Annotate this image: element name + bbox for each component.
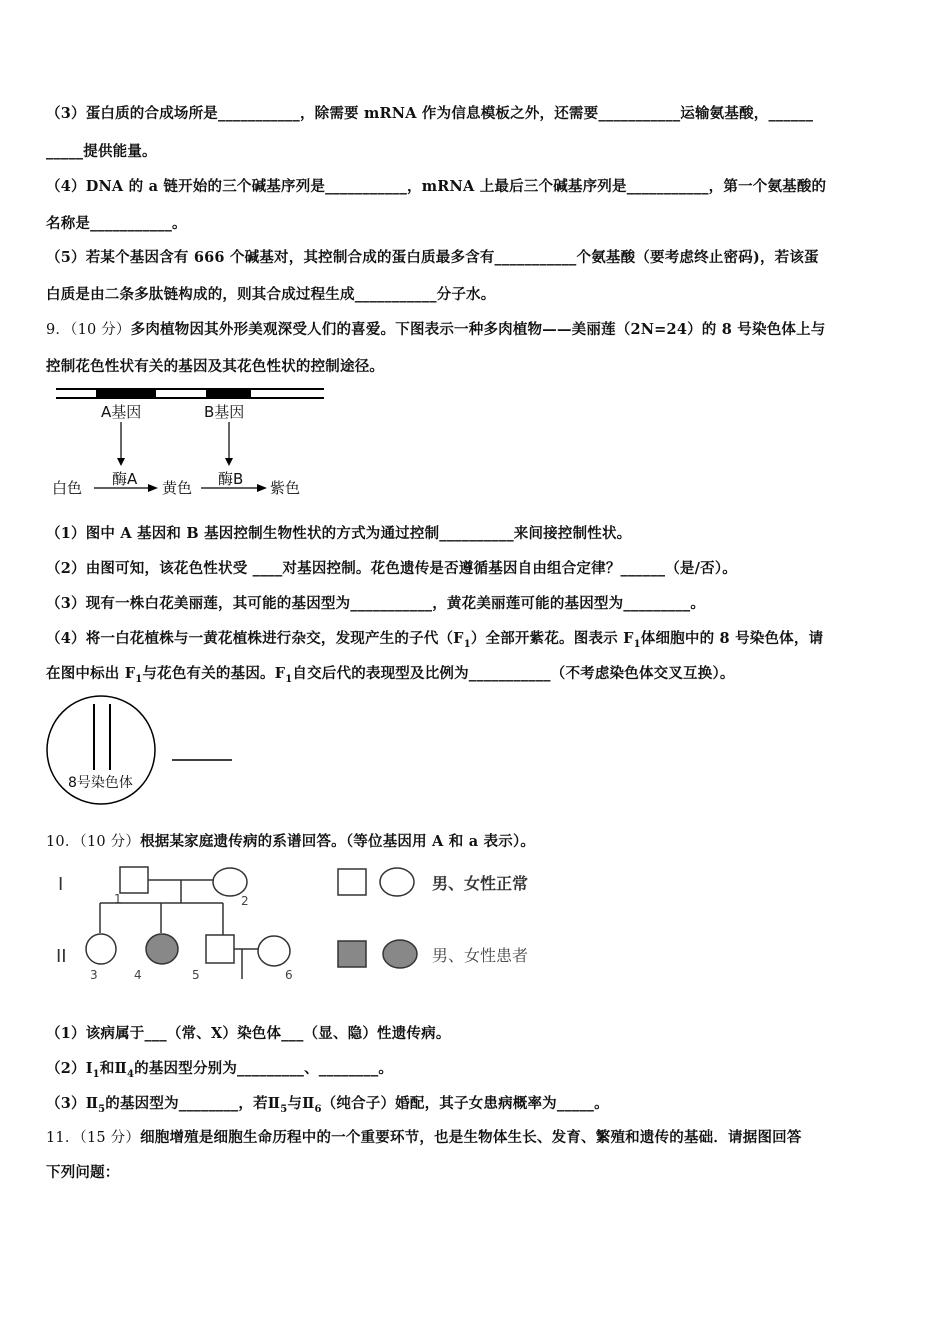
chromosome-8-cell-figure [44,690,244,812]
legend-male-normal [338,869,366,895]
q9-intro-a: 9．（10 分）多肉植物因其外形美观深受人们的喜爱。下图表示一种多肉植物——美丽莲（2N=24）的 8 号染色体上与 [46,321,826,338]
q10-intro: 10．（10 分）根据某家庭遗传病的系谱回答。（等位基因用 A 和 a 表示）。 [46,833,536,850]
q9-number: 9．（10 分） [46,322,131,338]
q9-intro-b: 控制花色性状有关的基因及其花色性状的控制途径。 [46,358,385,375]
individual-2-female-normal [213,868,247,896]
legend-affected-label: 男、女性患者 [432,946,529,965]
q8-line-5b: 白质是由二条多肽链构成的，则其合成过程生成___________分子水。 [46,286,496,303]
q10-part-2: $(2)Ⅰ_1$和$Ⅱ_4$的基因型分别为_________、________。 [46,1060,394,1080]
q8-line-3b: _____提供能量。 [46,143,157,160]
q9-part-1: （1）图中 A 基因和 B 基因控制生物性状的方式为通过控制__________来间接控制性状。 [46,525,632,542]
enzyme-b-label: 酶B [218,470,244,488]
svg-text:4: 4 [134,968,142,982]
svg-text:2: 2 [241,894,249,908]
gene-a-band [96,388,156,399]
pedigree-figure [46,855,586,990]
gene-a-label: A基因 [101,403,142,421]
q11-intro-a: 11．（15 分）细胞增殖是细胞生命历程中的一个重要环节，也是生物体生长、发育、繁殖和遗传的基础．请据图回答 [46,1129,802,1146]
white-label: 白色 [52,479,83,497]
generation-2-label: II [56,946,67,967]
individual-1-male-normal [120,867,148,893]
q9-part-3: （3）现有一株白花美丽莲，其可能的基因型为___________，黄花美丽莲可能的基因型为_________。 [46,595,706,612]
individual-4-female-affected [146,934,178,964]
svg-text:5: 5 [192,968,200,982]
q8-line-3a: （3）蛋白质的合成场所是___________，除需要 mRNA 作为信息模板之外，还需要___________运输氨基酸，______ [46,105,814,122]
legend-male-affected [338,941,366,967]
q11-intro-b: 下列问题： [46,1164,120,1181]
q10-part-3: $(3)Ⅱ_5$的基因型为________，若$Ⅱ_5$与$Ⅱ_6$（纯合子）婚配，其子女患病概率为_____。 [46,1095,609,1115]
gene-pathway-figure [46,382,336,507]
svg-text:6: 6 [285,968,293,982]
individual-6-female-normal [258,936,290,966]
q8-line-4a: （4）DNA 的 a 链开始的三个碱基序列是___________，mRNA 上最后三个碱基序列是___________，第一个氨基酸的 [46,178,827,195]
enzyme-a-label: 酶A [112,470,138,488]
q10-number: 10．（10 分） [46,834,141,850]
legend-normal-label: 男、女性正常 [432,874,529,893]
legend-female-affected [383,940,417,968]
chromosome-label: 8号染色体 [68,775,133,791]
generation-1-label: I [58,874,64,895]
q10-part-1: （1）该病属于___（常、X）染色体___（显、隐）性遗传病。 [46,1025,451,1042]
purple-label: 紫色 [270,479,301,497]
q11-number: 11．（15 分） [46,1130,141,1146]
q8-line-5a: （5）若某个基因含有 666 个碱基对，其控制合成的蛋白质最多含有___________个氨基酸（要考虑终止密码)，若该蛋 [46,249,819,266]
q9-part-4a: （4）将一白花植株与一黄花植株进行杂交，发现产生的子代$(F_1)$全部开紫花。图表示 $F_1$体细胞中的 8 号染色体，请 [46,630,824,650]
individual-3-female-normal [86,934,116,964]
q8-line-4b: 名称是___________。 [46,215,187,232]
legend-female-normal [380,868,414,896]
q9-part-4b: 在图中标出 $F_1$与花色有关的基因。$F_1$自交后代的表现型及比例为___________（不考虑染色体交叉互换）。 [46,665,735,685]
gene-b-label: B基因 [204,403,245,421]
svg-text:3: 3 [90,968,98,982]
gene-b-band [206,388,251,399]
q9-part-2: （2）由图可知，该花色性状受 ____对基因控制。花色遗传是否遵循基因自由组合定律？______（是/否）。 [46,560,737,577]
svg-text:1: 1 [114,892,122,906]
yellow-label: 黄色 [162,479,193,497]
individual-5-male-normal [206,935,234,963]
